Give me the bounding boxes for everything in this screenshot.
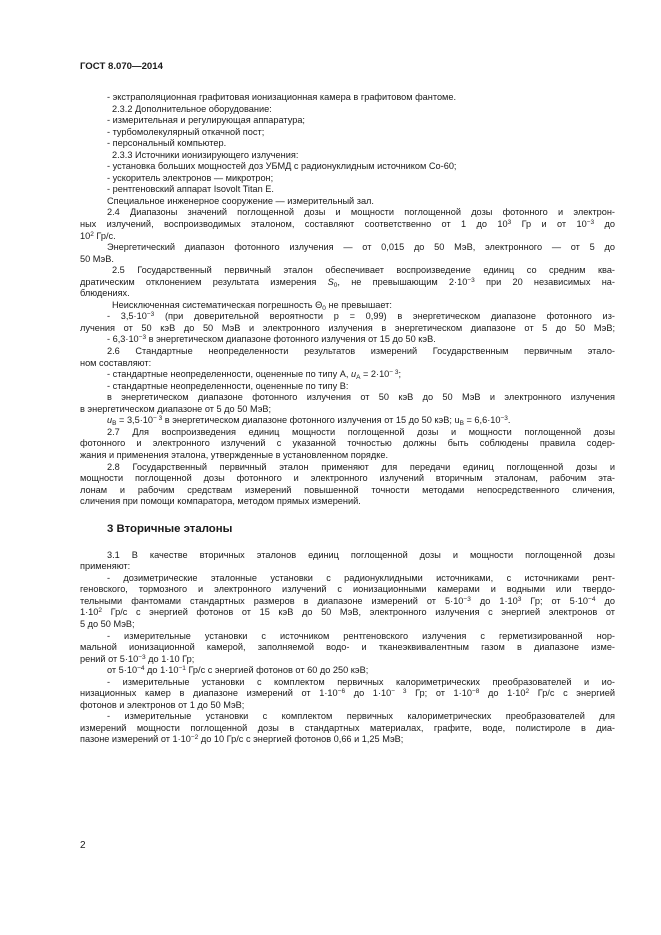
paragraph-line: в энергетическом диапазоне фотонного излучения от 50 кэВ до 50 МэВ и электронного излучения [107, 392, 615, 403]
paragraph-line: фотонного и электронного излучений с указанной точностью должны быть соблюдены правила содер- [80, 438, 615, 449]
paragraph-line: 5 до 50 МэВ; [80, 618, 135, 629]
list-item: - экстраполяционная графитовая ионизационная камера в графитовом фантоме. [107, 92, 457, 102]
paragraph-line: $u_B = 3,5\cdot 10^{- 3}$ в энергетическом диапазоне фотонного излучения от 15 до 50 кэВ; $u_B = 6,6\cdot 10^{-3}$. [107, 415, 511, 428]
list-item: - дозиметрические эталонные установки с радионуклидными источниками, с источниками рент- [107, 572, 615, 583]
list-item: - $3,5\cdot 10^{-3}$ (при доверительной вероятности р = 0,99) в энергетическом диапазоне фотонного из- [107, 311, 615, 322]
list-item: - персональный компьютер. [107, 138, 227, 149]
list-item: - рентгеновский аппарат Isovolt Titan E. [107, 184, 274, 195]
page-number: 2 [80, 840, 86, 851]
paragraph-line: мальной ионизационной камерой, заполняемой водо- и тканеэквивалентным газом в диапазоне изме- [80, 642, 615, 653]
paragraph-line: дратическим отклонением результата измерения $S_0$, не превышающим $2\cdot 10^{-3}$ при 20 независимых на- [80, 276, 615, 289]
paragraph-line: 2.7 Для воспроизведения единиц мощности поглощенной дозы и мощности поглощенной дозы [107, 426, 615, 437]
paragraph-line: жания и применения эталона, утвержденные в установленном порядке. [80, 449, 389, 460]
paragraph-line: лучения от 50 кэВ до 50 МэВ и электронного излучения в энергетическом диапазоне от 5 до 50 МэВ; [80, 322, 615, 333]
paragraph-line: рений от $5\cdot 10^{-3}$ до 1·10 Гр; [80, 653, 195, 664]
paragraph-line: $10^2$ Гр/с. [80, 230, 116, 241]
list-item: - установка больших мощностей доз УБМД с радионуклидным источником Co-60; [107, 161, 457, 172]
paragraph-line: применяют: [80, 561, 131, 572]
paragraph-line: от $5\cdot 10^{-4}$ до $1\cdot 10^{-1}$ Гр/с с энергией фотонов от 60 до 250 кэВ; [107, 665, 369, 676]
paragraph-line: Специальное инженерное сооружение — измерительный зал. [107, 195, 374, 206]
paragraph-line: мощности поглощенной дозы фотонного и электронного излучений вторичным эталонам, рабочим эта- [80, 473, 615, 484]
paragraph-line: ных излучений, воспроизводимых эталоном, составляют соответственно от 1 до $10^3$ Гр и от $10^{-3}$ до [80, 219, 615, 230]
paragraph-line: Неисключенная систематическая погрешность $\Theta_0$ не превышает: [112, 299, 392, 312]
subsection-heading: 2.3.2 Дополнительное оборудование: [112, 103, 272, 114]
standard-header: ГОСТ 8.070—2014 [80, 61, 163, 72]
paragraph-line: низационных камер в диапазоне измерений от $1\cdot 10^{-6}$ до $1\cdot 10^{- 3}$ Гр; от $1\cdot 10^{-8}$ до $1\cdot 10^2$ Гр/с с энергией [80, 688, 615, 699]
list-item: - стандартные неопределенности, оцененные по типу А, $u_A = 2\cdot 10^{- 3}$; [107, 369, 402, 382]
paragraph-line: измерений мощности поглощенной дозы в стандартных материалах, графите, воде, полистироле в диа- [80, 722, 615, 733]
paragraph-line: 2.5 Государственный первичный эталон обеспечивает воспроизведение единиц со средним ква- [112, 265, 615, 276]
list-item: - ускоритель электронов — микротрон; [107, 172, 274, 183]
list-item: - измерительные установки с комплектом первичных калориметрических преобразователей для [107, 711, 615, 722]
paragraph-line: фотонов и электронов от 1 до 50 МэВ; [80, 699, 245, 710]
paragraph-line: Энергетический диапазон фотонного излучения — от 0,015 до 50 МэВ, электронного — от 5 до [107, 242, 615, 253]
paragraph-line: 50 МэВ. [80, 253, 114, 264]
paragraph-line: 2.8 Государственный первичный эталон применяют для передачи единиц поглощенной дозы и [107, 461, 615, 472]
paragraph-line: сличения при помощи компаратора, методом прямых измерений. [80, 496, 361, 507]
paragraph-line: блюдениях. [80, 288, 130, 299]
paragraph-line: 2.6 Стандартные неопределенности результатов измерений Государственным первичным этало- [107, 346, 615, 357]
paragraph-line: тельными фантомами стандартных размеров в диапазоне измерений от $5\cdot 10^{-3}$ до $1\cdot 10^3$ Гр; от $5\cdot 10^{-4}$ до [80, 595, 615, 606]
list-item: - стандартные неопределенности, оцененные по типу В: [107, 380, 349, 391]
list-item: - измерительная и регулирующая аппаратура; [107, 115, 305, 126]
paragraph-line: 3.1 В качестве вторичных эталонов единиц поглощенной дозы и мощности поглощенной дозы [107, 549, 615, 560]
list-item: - измерительные установки с источником рентгеновского излучения с герметизированной нор- [107, 630, 615, 641]
document-body [80, 92, 615, 746]
paragraph-line: $1\cdot 10^2$ Гр/с с энергией фотонов от 15 кэВ до 50 МэВ, электронного излучения с энергией электронов от [80, 607, 615, 618]
list-item: - $6,3\cdot 10^{-3}$ в энергетическом диапазоне фотонного излучения от 15 до 50 кэВ. [107, 334, 436, 345]
paragraph-line: геновского, тормозного и электронного излучений с ионизационными камерами и водными или твердо- [80, 584, 615, 595]
list-item: - турбомолекулярный откачной пост; [107, 126, 265, 137]
list-item: - измерительные установки с комплектом первичных калориметрических преобразователей и ио- [107, 676, 615, 687]
paragraph-line: лонам и рабочим средствам измерений повышенной точности методами непосредственного сличения, [80, 484, 615, 495]
paragraph-line: пазоне измерений от $1\cdot 10^{-2}$ до 10 Гр/с с энергией фотонов 0,66 и 1,25 МэВ; [80, 734, 404, 745]
section-title: 3 Вторичные эталоны [107, 522, 233, 535]
paragraph-line: 2.4 Диапазоны значений поглощенной дозы и мощности поглощенной дозы фотонного и электрон- [107, 207, 615, 218]
paragraph-line: ном составляют: [80, 357, 152, 368]
subsection-heading: 2.3.3 Источники ионизирующего излучения: [112, 149, 299, 160]
paragraph-line: в энергетическом диапазоне от 5 до 50 МэВ; [80, 403, 272, 414]
